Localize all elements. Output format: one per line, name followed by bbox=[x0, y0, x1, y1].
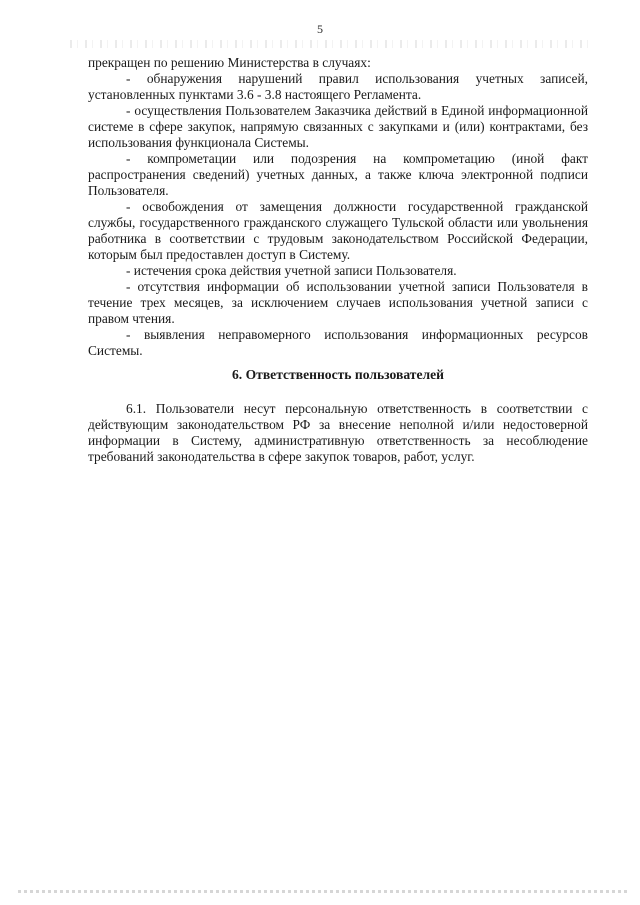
scan-artifact-top bbox=[70, 40, 590, 48]
section-title: 6. Ответственность пользователей bbox=[231, 367, 444, 382]
document-body bbox=[88, 55, 588, 465]
list-item: - выявления неправомерного использования информационных ресурсов Системы. bbox=[88, 327, 588, 358]
page-number: 5 bbox=[317, 22, 323, 36]
list-item: - обнаружения нарушений правил использования учетных записей, установленных пунктами 3.6 - 3.8 настоящего Регламента. bbox=[88, 71, 588, 102]
section-paragraph: 6.1. Пользователи несут персональную ответственность в соответствии с действующим законодательством РФ за внесение неполной и/или недостоверной информации в Систему, административную ответственность за несоблюдение требований законодательства в сфере закупок товаров, работ, услуг. bbox=[88, 401, 588, 464]
list-item: - освобождения от замещения должности государственной гражданской службы, государственного гражданского служащего Тульской области или увольнения работника в соответствии с трудовым законодательством Российской Федерации, которым был предоставлен доступ в Систему. bbox=[88, 199, 588, 262]
list-item: - отсутствия информации об использовании учетной записи Пользователя в течение трех месяцев, за исключением случаев использования учетной записи с правом чтения. bbox=[88, 279, 588, 326]
list-item: - осуществления Пользователем Заказчика действий в Единой информационной системе в сфере закупок, напрямую связанных с закупками и (или) контрактами, без использования функционала Системы. bbox=[88, 103, 588, 150]
list-item: - компрометации или подозрения на компрометацию (иной факт распространения сведений) учетных данных, а также ключа электронной подписи Пользователя. bbox=[88, 151, 588, 198]
lead-line: прекращен по решению Министерства в случаях: bbox=[88, 55, 371, 70]
scan-artifact-bottom bbox=[18, 890, 628, 893]
list-item: - истечения срока действия учетной записи Пользователя. bbox=[126, 263, 457, 278]
